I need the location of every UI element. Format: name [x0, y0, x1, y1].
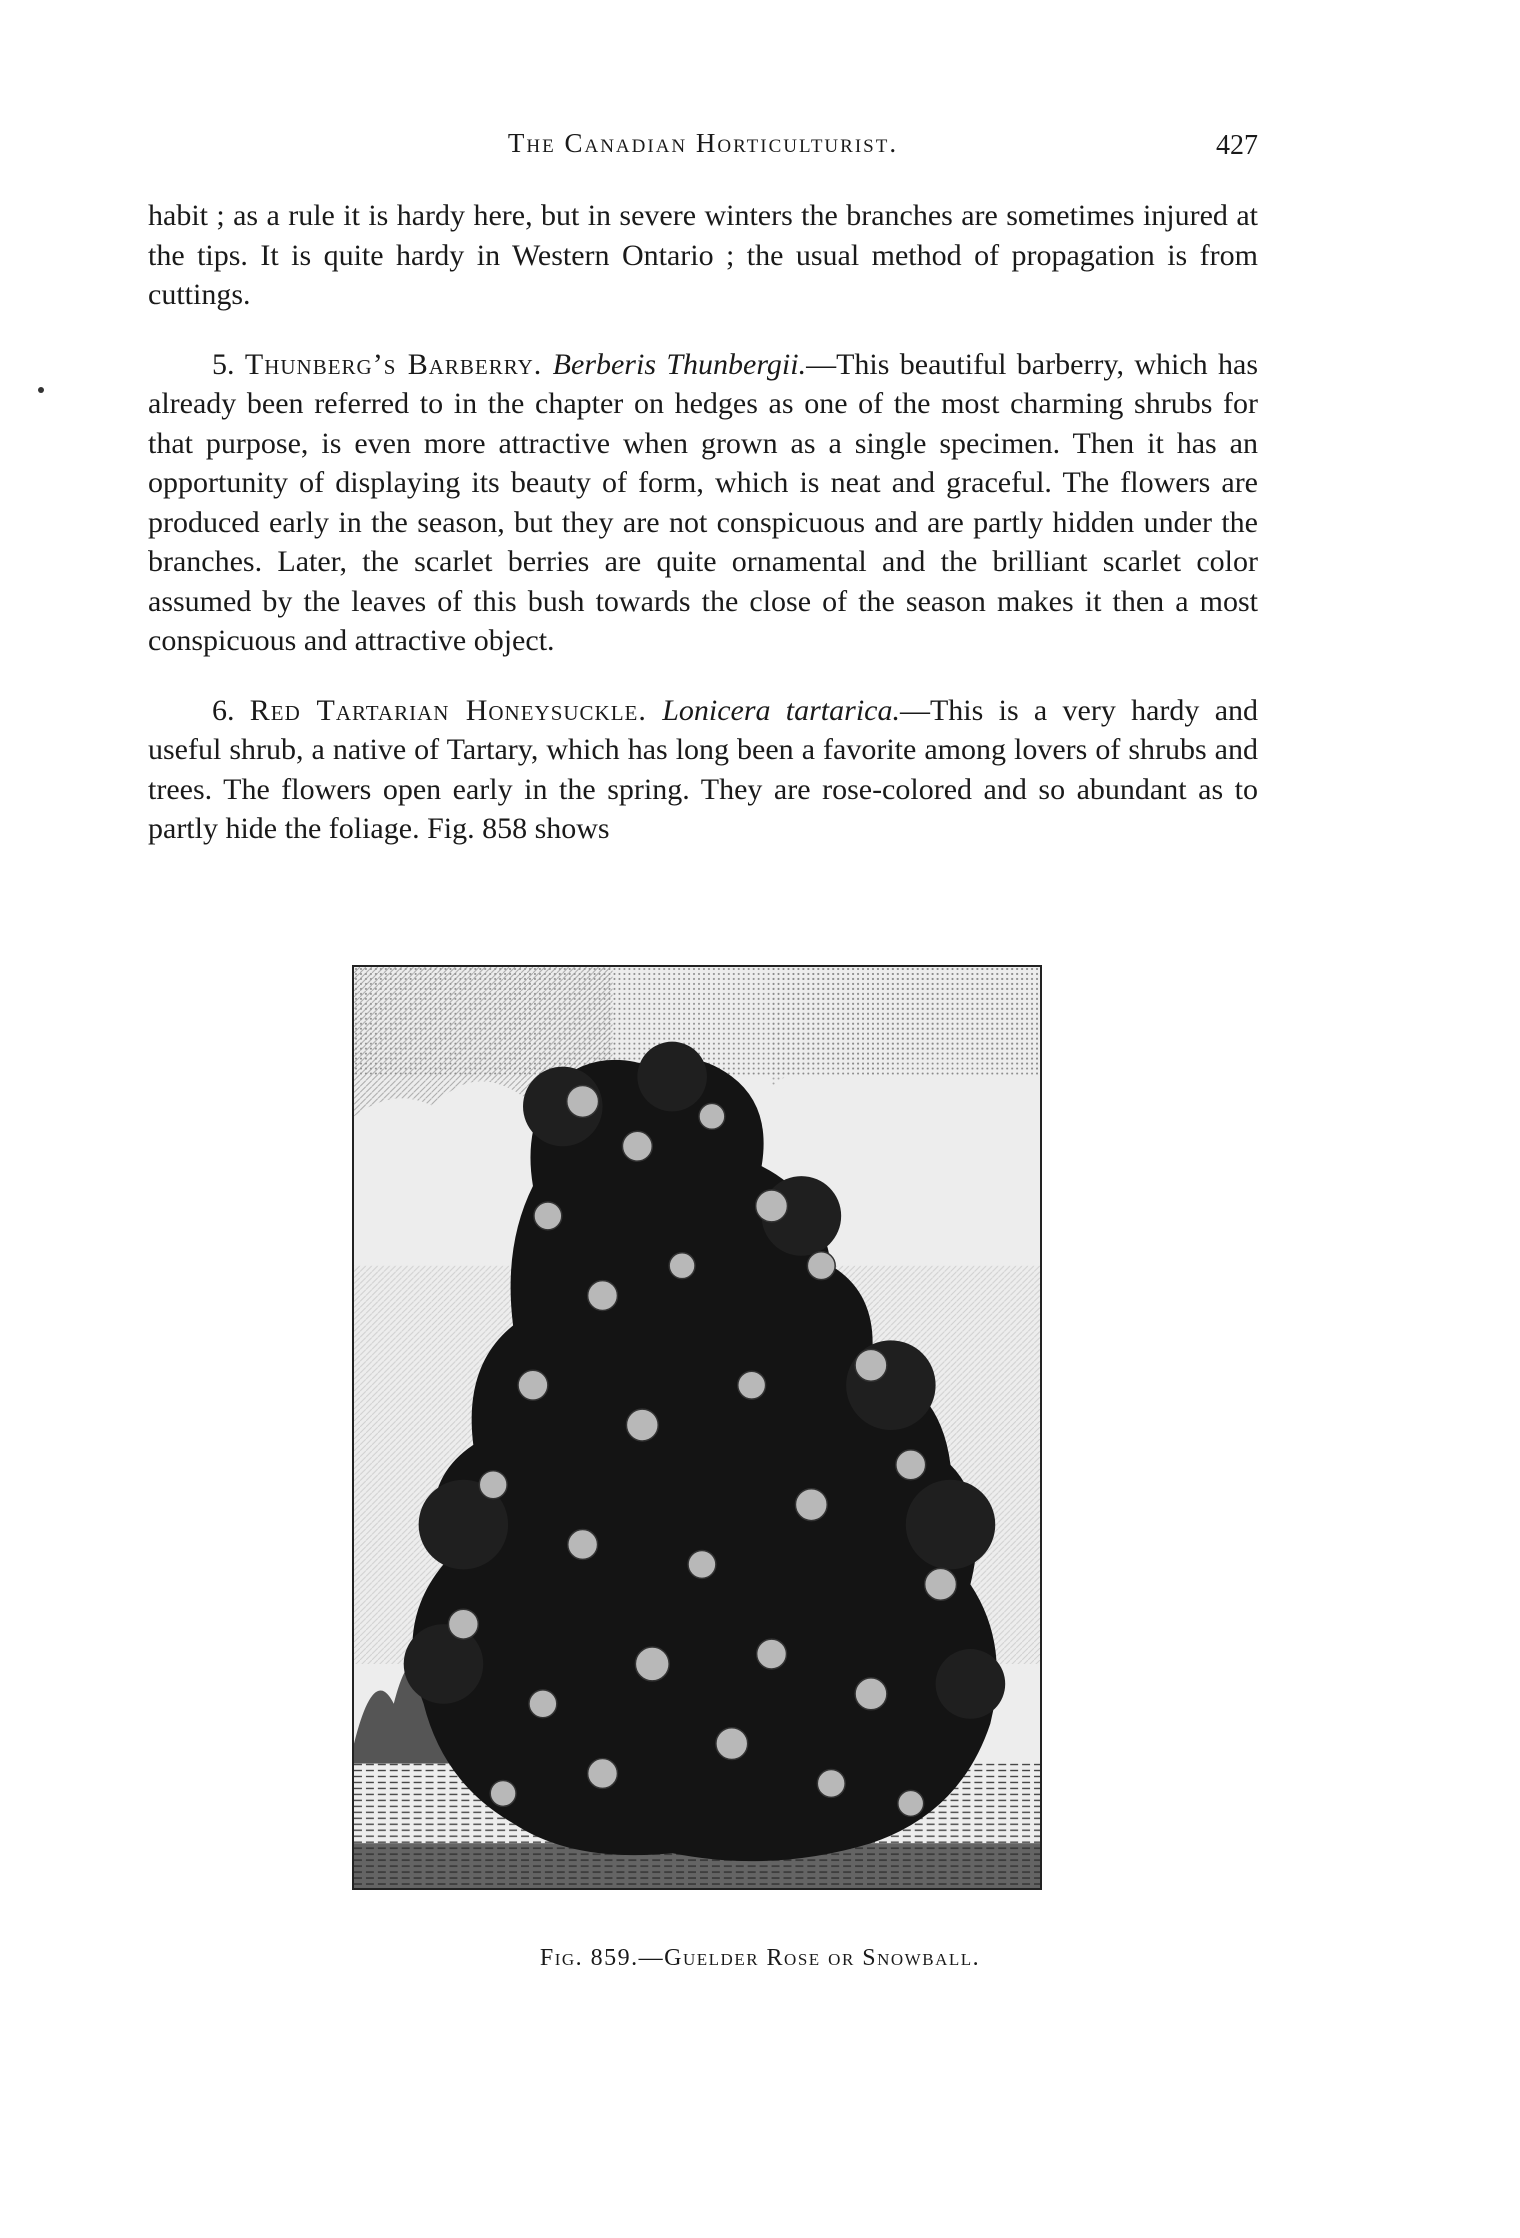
paragraph-thunbergs-barberry [148, 345, 1258, 661]
latin-name: Lonicera tartarica. [662, 693, 900, 727]
plant-heading: Thunberg’s Barberry. [244, 347, 543, 381]
paragraph-text: —This is a very hardy and useful shrub, a native of Tartary, which has long been a favorite among lovers of shrubs and trees. The flowers open early in the spring. They are rose-colored and so abundant as to partly hide the foliage. Fig. 858 shows [148, 693, 1259, 845]
latin-name: Berberis Thunbergii. [552, 347, 807, 381]
paragraph-text: —This beautiful barberry, which has already been referred to in the chapter on hedges as one of the most charming shrubs for that purpose, is even more attractive when grown as a single specimen. Then it has an opportunity of displaying its beauty of form, which is neat and graceful. The flowers are produced early in the season, but they are not conspicuous and are partly hidden under the branches. Later, the scarlet berries are quite ornamental and the brilliant scarlet color assumed by the leaves of this bush towards the close of the season makes it then a most conspicuous and attractive object. [148, 347, 1259, 657]
paragraph-continued: habit ; as a rule it is hardy here, but in severe winters the branches are sometimes injured at the tips. It is quite hardy in Western Ontario ; the usual method of propagation is from cuttings. [148, 199, 1258, 311]
plant-heading: Red Tartarian Honeysuckle. [249, 693, 647, 727]
print-speck [38, 387, 44, 393]
item-number: 6. [212, 693, 235, 727]
item-number: 5. [212, 347, 235, 381]
engraving-illustration [352, 965, 1042, 1890]
running-head: The Canadian Horticulturist. [507, 128, 899, 158]
paragraph-red-tartarian-honeysuckle [148, 691, 1258, 849]
body-text [148, 196, 1258, 849]
page-number: 427 [1216, 130, 1258, 161]
page-header [148, 128, 1258, 168]
figure-caption: Fig. 859.—Guelder Rose or Snowball. [539, 1945, 981, 1971]
shrub-engraving [354, 967, 1040, 1888]
